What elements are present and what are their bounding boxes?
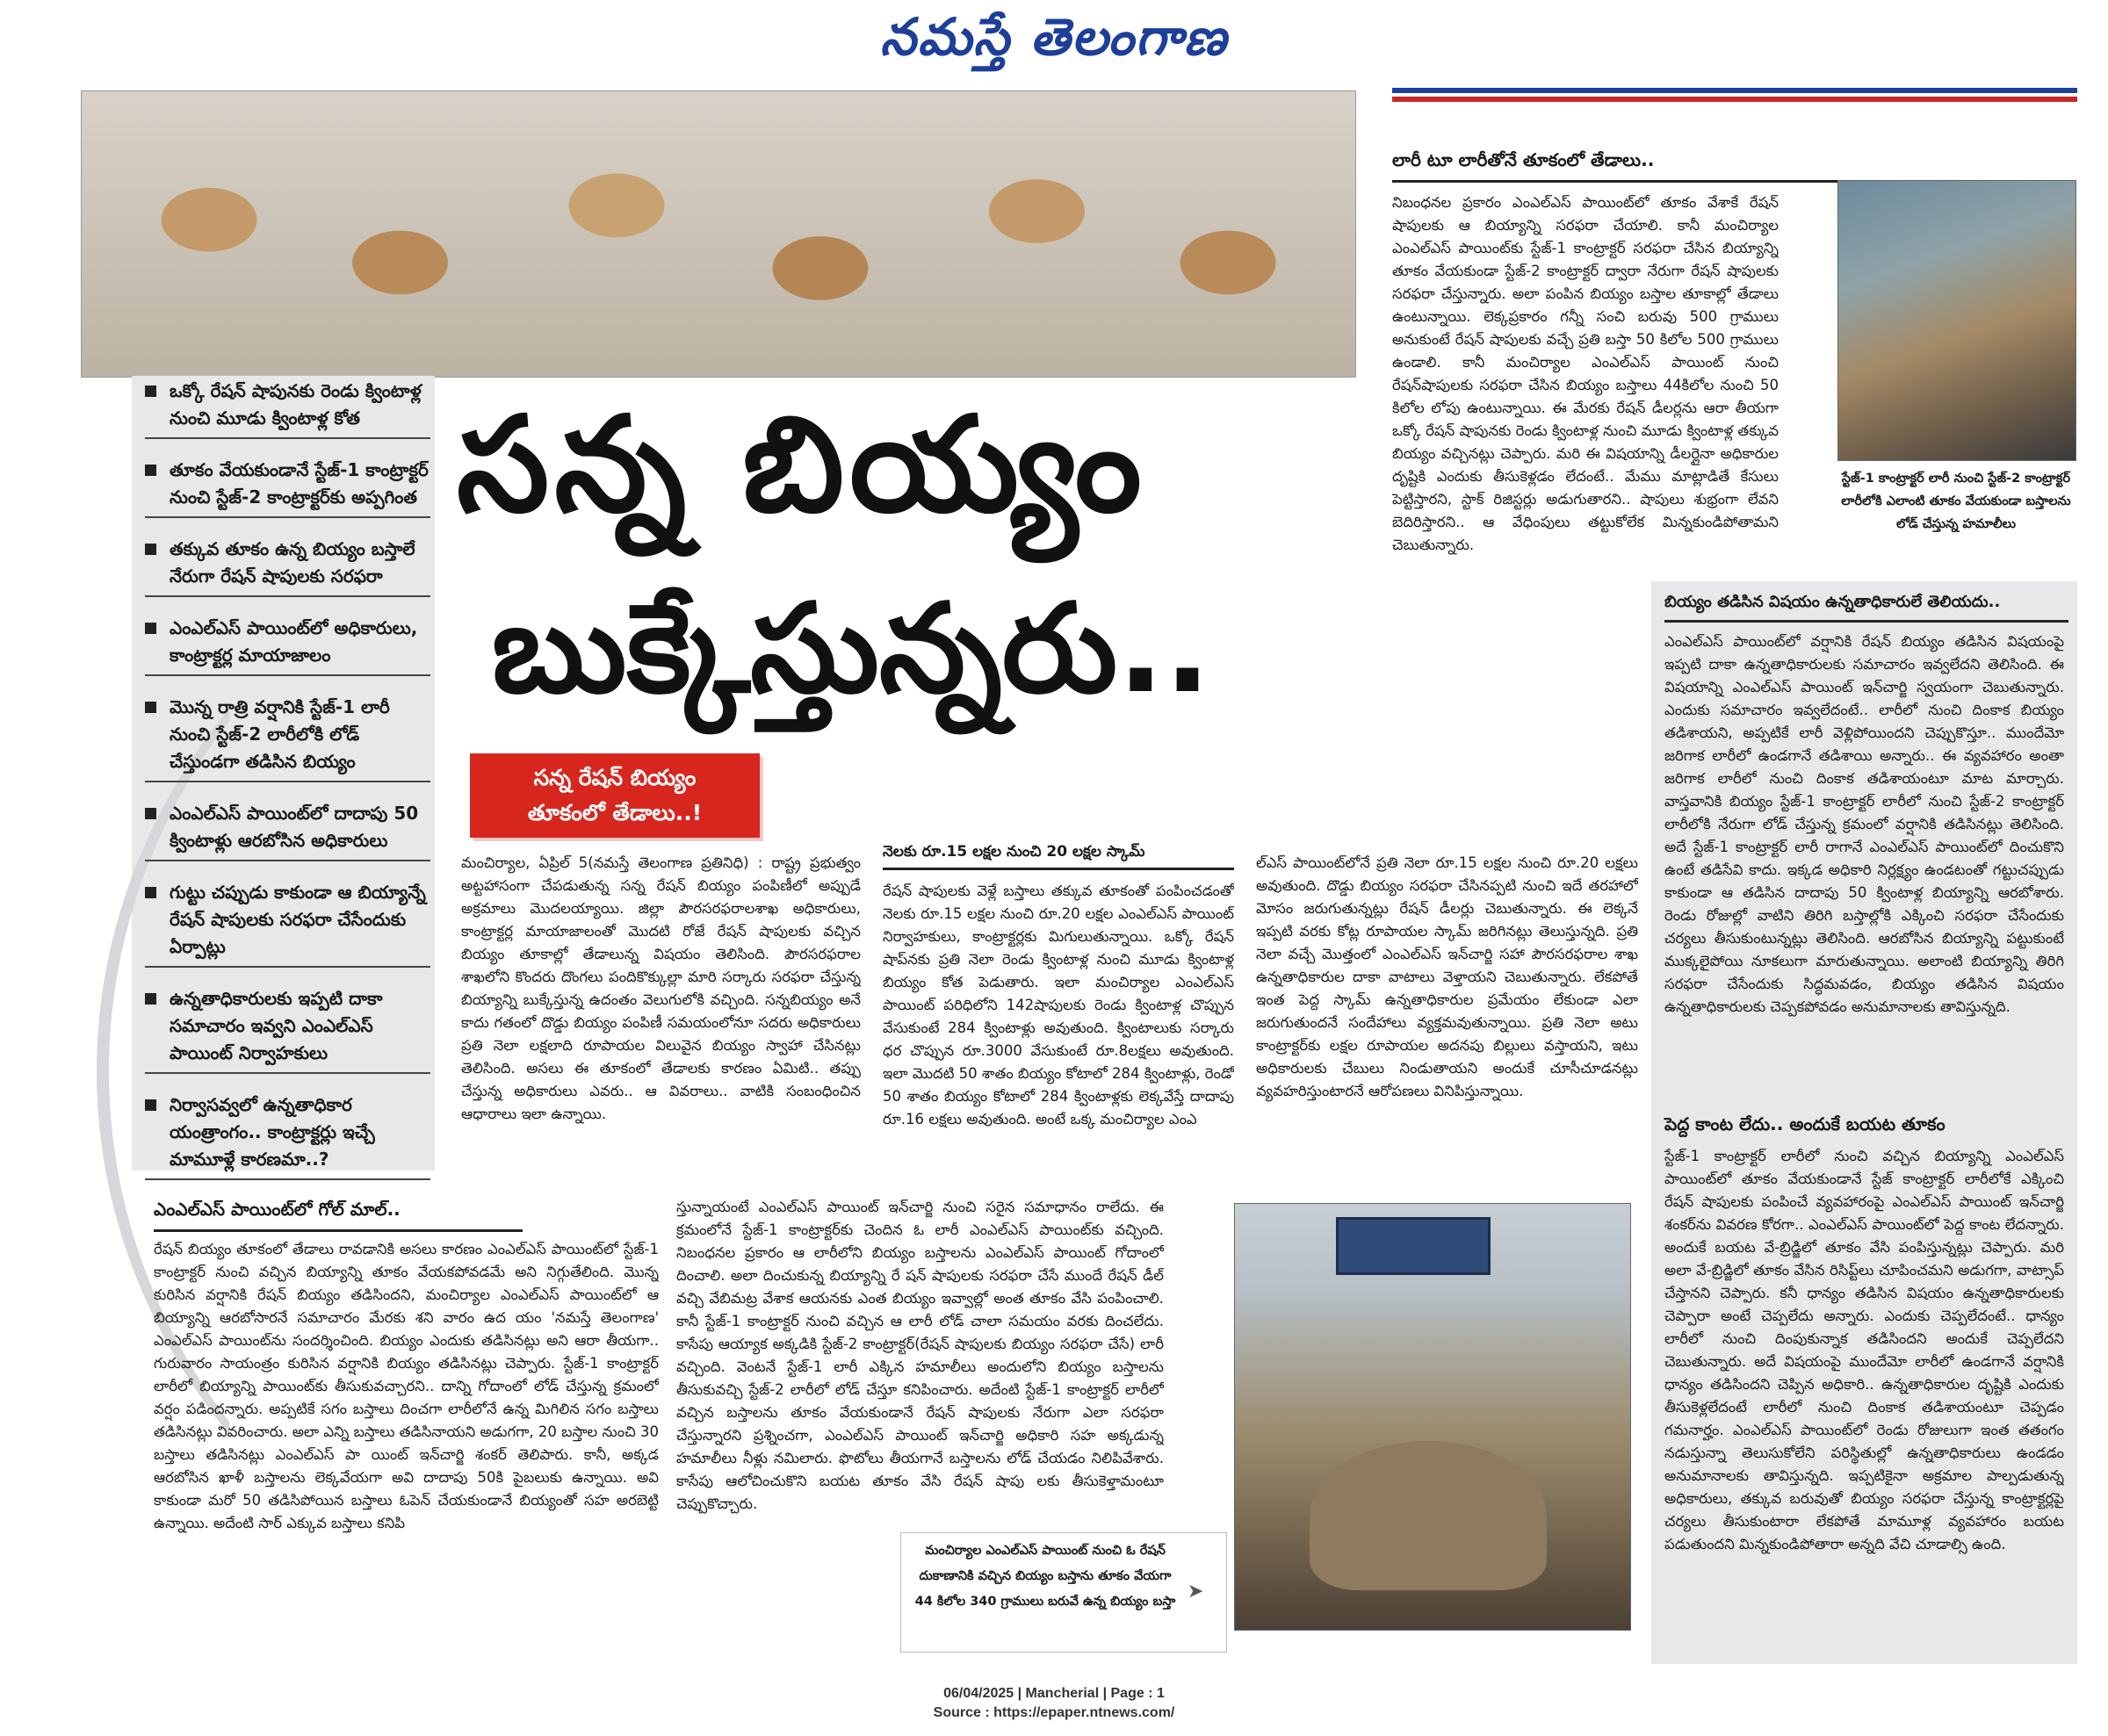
top-right-body: నిబంధనల ప్రకారం ఎంఎల్ఎస్ పాయింట్‌లో తూకం వేశాకే రేషన్ షాపులకు ఆ బియ్యాన్ని సరఫరా చేయాలి. కానీ మంచిర్యాల ఎంఎల్ఎస్ పాయింట్‌కు స్టేజ్-1 కాంట్రాక్టర్ సరఫరా చేసిన బియ్యాన్ని తూకం వేయకుండా స్టేజ్-2 కాంట్రాక్టర్ ద్వారా నేరుగా రేషన్ షాపులకు సరఫరా చేస్తున్నారు. అలా పంపిన బియ్యం బస్తాల తూకాల్లో తేడాలు ఉంటున్నాయి. లెక్కప్రకారం గన్నీ సంచి బరువు 500 గ్రాములు అనుకుంటే రేషన్ షాపులకు వచ్చే ప్రతి బస్తా 50 కిలోల 500 గ్రాములు ఉండాలి. కానీ మంచిర్యాల ఎంఎల్ఎస్ పాయింట్ నుంచి రేషన్‌షాపులకు సరఫరా చేసిన బియ్యం బస్తాలు 44కిలోల నుంచి 50 కిలోల లోపు ఉంటున్నాయి. ఈ మేరకు రేషన్ డీలర్లను ఆరా తీయగా ఒక్కో రేషన్ షాపునకు రెండు క్వింటాళ్ల నుంచి మూడు క్వింటాళ్ల తక్కువ బియ్యం వచ్చినట్లు చెప్పారు. మరి ఈ విషయాన్ని డీలర్లైనా అధికారుల దృష్టికి ఎందుకు తీసుకెళ్లడం లేదంటే.. మేము మాట్లాడితే కేసులు పెట్టిస్తారని, స్టాక్ రిజిస్టర్లు అడుగుతారని.. షాపులు శుభ్రంగా లేవని బెదిరిస్తారని.. ఆ వేధింపులు తట్టుకోలేక మిన్నకుండిపోతామని చెబుతున్నారు. — [1392, 194, 1779, 553]
right-heading-1: బియ్యం తడిసిన విషయం ఉన్నతాధికారులే తెలియదు.. — [1664, 593, 2068, 623]
bullet-item: నిర్వాసవ్వలో ఉన్నతాధికార యంత్రాంగం.. కాంట్రాక్టర్లు ఇచ్చే మామూళ్లే కారణమా..? — [145, 1091, 430, 1180]
bottom-column-2: స్తున్నాయంటే ఎంఎల్ఎస్ పాయింట్ ఇన్‌చార్జి నుంచి సరైన సమాధానం రాలేదు. ఈ క్రమంలోనే స్టేజ్-1 కాంట్రాక్టర్‌కు చెందిన ఓ లారీ ఎంఎల్ఎస్ పాయింట్‌కు వచ్చింది. నిబంధనల ప్రకారం ఆ లారీలోని బియ్యం బస్తాలను ఎంఎల్ఎస్ పాయింట్ గోదాంలో దించాలి. అలా దించుకున్న బియ్యాన్ని రే షన్ షాపులకు సరఫరా చేసే ముందే రేషన్ డీల్ వచ్చి వేబిమట్ర వేశాక ఆయనకు ఎంత బియ్యం ఇవ్వాల్లో అంత తూకం వేసి పంపించాలి. కానీ స్టేజ్-1 కాంట్రాక్టర్ నుంచి వచ్చిన ఆ లారీ లోడ్ చాలా సమయం వరకు దించలేదు. కాసేపు ఆయ్యాక అక్కడికి స్టేజ్-2 కాంట్రాక్టర్(రేషన్ షాపులకు బియ్యం సరఫరా చేసే) లారీ వచ్చింది. వెంటనే స్టేజ్-1 లారీ ఎక్కిన హమాలీలు అందులోని బియ్యం బస్తాలను తీసుకువచ్చి స్టేజ్-2 లారీలో లోడ్ చేస్తూ కనిపించారు. అదేంటి స్టేజ్-1 కాంట్రాక్టర్ లారీలో వచ్చిన బస్తాలను తూకం వేయకుండానే రేషన్ షాపులకు నేరుగా ఎలా సరఫరా చేస్తున్నారని ప్రశ్నించగా, ఎంఎల్ఎస్ పాయింట్ ఇన్‌చార్జి అధికారి సహ అక్కడున్న హమాలీలు నీళ్లు నమిలారు. ఫొటోలు తీయగానే బస్తాలను లోడ్ చేయడం నిలిపివేశారు. కాసేపు ఆలోచించుకొని బయట తూకం వేసి రేషన్ షాపు లకు తీసుకెళ్తామంటూ చెప్పుకొచ్చారు. — [676, 1199, 1164, 1512]
kicker-line2: తూకంలో తేడాలు..! — [527, 800, 703, 825]
footer-date-line: 06/04/2025 | Mancherial | Page : 1 — [943, 1686, 1165, 1701]
flag-strip — [1392, 88, 2077, 102]
kicker-box — [470, 753, 760, 838]
scam-column: రేషన్ షాపులకు వెళ్లే బస్తాలు తక్కువ తూకంతో పంపించడంతో నెలకు రూ.15 లక్షల నుంచి రూ.20 లక్షల ఎంఎల్ఎస్ పాయింట్ నిర్వాహకులు, కాంట్రాక్టర్లకు మిగులుతున్నాయి. ఒక్కో రేషన్ షాప్‌నకు ప్రతి నెలా రెండు క్వింటాళ్ల నుంచి మూడు క్వింటాళ్ల బియ్యం కోత పెడుతారు. ఇలా మంచిర్యాల ఎంఎల్ఎస్ పాయింట్ పరిధిలోని 142షాపులకు రెండు క్వింటాళ్ల చొప్పున వేసుకుంటే 284 క్వింటాళ్లు అవుతుంది. క్వింటాలుకు సర్కారు ధర చొప్పున రూ.3000 వేసుకుంటే రూ.8లక్షలు అవుతుంది. ఇలా మొదటి 50 శాతం బియ్యం కోటాలో 284 క్వింటాళ్లు, రెండో 50 శాతం బియ్యం కోటాలో 284 క్వింటాళ్లకు లెక్కవేస్తే దాదాపు రూ.16 లక్షలు అవుతుంది. అంటే ఒక్క మంచిర్యాల ఎంఎ — [883, 882, 1234, 1127]
intro-column: మంచిర్యాల, ఏప్రిల్ 5(నమస్తే తెలంగాణ ప్రతినిధి) : రాష్ట్ర ప్రభుత్వం అట్టహాసంగా చేపడుతున్న సన్న రేషన్ బియ్యం పంపిణీలో అప్పుడే అక్రమాలు మొదలయ్యాయి. జిల్లా పౌరసరఫరాలశాఖ అధికారులు, కాంట్రాక్టర్ల మాయాజాలంతో మొదటి రోజే రేషన్ షాపులకు వచ్చిన బియ్యం తూకాల్లో తేడాలున్న విషయం తెలిసింది. పౌరసరఫరాల శాఖలోని కొందరు దొంగలు పందికొక్కుల్లా మారి సర్కారు సరఫరా చేస్తున్న బియ్యాన్ని బుక్కేస్తున్న ఉదంతం వెలుగులోకి వచ్చింది. సన్నబియ్యం అనే కాదు గతంలో దొడ్డు బియ్యం పంపిణీ సమయంలోనూ సదరు అధికారులు ప్రతి నెలా లక్షలాది రూపాయల విలువైన బియ్యం స్వాహా చేసినట్లు తెలిసింది. అసలు ఈ తూకంలో తేడాలకు కారణం ఏమిటి.. తప్పు చేస్తున్న అధికారులు ఎవరు.. ఆ వివరాలు.. వాటికి సంబంధించిన ఆధారాలు ఇలా ఉన్నాయి. — [461, 854, 861, 1122]
headline-line2: బుక్కేస్తున్నరు.. — [492, 578, 1211, 721]
top-right-heading: లారీ టూ లారీతోనే తూకంలో తేడాలు.. — [1392, 149, 1849, 183]
scale-display — [1336, 1217, 1491, 1275]
bullet-item: మొన్న రాత్రి వర్షానికి స్టేజ్-1 లారీ నుంచి స్టేజ్-2 లారీలోకి లోడ్ చేస్తుండగా తడిసిన బియ్యం — [145, 694, 430, 782]
workers-photo-caption: స్టేజ్-1 కాంట్రాక్టర్ లారీ నుంచి స్టేజ్-2 కాంట్రాక్టర్ లారీలోకి ఎలాంటి తూకం వేయకుండా బస్తాలను లోడ్ చేస్తున్న హమాలీలు — [1841, 472, 2071, 531]
bullet-item: తూకం వేయకుండానే స్టేజ్-1 కాంట్రాక్టర్ నుంచి స్టేజ్-2 కాంట్రాక్టర్‌కు అప్పగింత — [145, 457, 430, 518]
masthead — [0, 0, 2108, 79]
bottom-heading: ఎంఎల్ఎస్ పాయింట్‌లో గోల్ మాల్.. — [154, 1199, 523, 1232]
bullet-item: తక్కువ తూకం ఉన్న బియ్యం బస్తాలే నేరుగా రేషన్ షాపులకు సరఫరా — [145, 536, 430, 597]
kicker-line1: సన్న రేషన్ బియ్యం — [533, 765, 697, 790]
arrow-right-icon: ➤ — [1188, 1581, 1204, 1603]
rice-bag-on-scale — [1310, 1441, 1547, 1590]
bullet-item: ఒక్కో రేషన్ షాపునకు రెండు క్వింటాళ్ల నుంచి మూడు క్వింటాళ్ల కోత — [145, 378, 430, 439]
bullet-item: ఉన్నతాధికారులకు ఇప్పటి దాకా సమాచారం ఇవ్వని ఎంఎల్ఎస్ పాయింట్ నిర్వాహకులు — [145, 985, 430, 1074]
scale-photo — [1234, 1203, 1631, 1631]
masthead-title: నమస్తే తెలంగాణ — [880, 7, 1228, 67]
headline-line1: సన్న బియ్యం — [457, 389, 1147, 542]
right-body-1: ఎంఎల్ఎస్ పాయింట్‌లో వర్షానికి రేషన్ బియ్యం తడిసిన విషయంపై ఇప్పటి దాకా ఉన్నతాధికారులకు సమాచారం ఇవ్వలేదని తెలిసింది. ఈ విషయాన్ని ఎంఎల్ఎస్ పాయింట్ ఇన్‌చార్జి స్వయంగా చెబుతున్నారు. ఎందుకు సమాచారం ఇవ్వలేదంటే.. లారీలో నుంచి దింకాక బియ్యం తడిశాయని, అప్పటికే లారీ వెళ్లిపోయిందని చెప్పుకొస్తూ.. ముందేమో జరిగాక లారీలో ఉండగానే తడిశాయి అన్నారు.. ఈ వ్యవహారం అంతా జరిగాక లారీలో నుంచి దింకాక తడిశాయంటూ మాట మార్చారు. వాస్తవానికి బియ్యం స్టేజ్-1 కాంట్రాక్టర్ లారీలో నుంచి స్టేజ్-2 కాంట్రాక్టర్ లారీలోకి నేరుగా లోడ్ చేస్తున్న క్రమంలో వర్షానికి తడిసినట్లు తెలిసింది. అదే స్టేజ్-1 కాంట్రాక్టర్ లారీ రాగానే ఎంఎల్ఎస్ పాయింట్‌లో దించుకొని ఉంటే తడిసేవి కాదు. ఇక్కడ అధికారి నిర్లక్ష్యం ఉండటంతో గట్టుచప్పుడు కాకుండా ఆ తడిసిన దాదాపు 50 క్వింటాళ్ల బియ్యాన్ని ఆరబోశారు. రెండు రోజుల్లో వాటిని తిరిగి బస్తాల్లోకి ఎక్కించి సరఫరా చేసేందుకు చర్యలు తీసుకుంటున్నట్లు తెలిసింది. ఆరబోసిన బియ్యాన్ని పట్టుకుంటే ముక్కలైపోయి నూకలుగా మారుతున్నాయి. అలాంటి బియ్యాన్ని తిరిగి సరఫరా చేసేందుకు సిద్ధమవడం, బియ్యం తడిసిన విషయం ఉన్నతాధికారులకు చెప్పకపోవడం అనుమానాలకు తావిస్తున్నది. — [1664, 633, 2064, 1015]
workers-photo — [1837, 180, 2076, 461]
bullet-list — [145, 378, 430, 1168]
footer — [0, 1684, 2108, 1723]
bottom-column-1: రేషన్ బియ్యం తూకంలో తేడాలు రావడానికి అసలు కారణం ఎంఎల్ఎస్ పాయింట్‌లో స్టేజ్-1 కాంట్రాక్టర్ నుంచి వచ్చిన బియ్యాన్ని తూకం వేయకపోవడమే అని నిగ్గుతేలింది. మొన్న కురిసిన వర్షానికి రేషన్ బియ్యం తడిసిందని, మంచిర్యాల ఎంఎల్ఎస్ పాయింట్‌లో ఆ బియ్యాన్ని ఆరబోసారనే సమాచారం మేరకు శని వారం ఉద యం 'నమస్తే తెలంగాణ' ఎంఎల్ఎస్ పాయింట్‌ను సందర్శించింది. బియ్యం ఎందుకు తడిసినట్లు అని ఆరా తీయగా.. గురువారం సాయంత్రం కురిసిన వర్షానికి బియ్యం తడిసినట్లు చెప్పారు. స్టేజ్-1 కాంట్రాక్టర్ లారీలో బియ్యాన్ని పాయింట్‌కు తీసుకువచ్చారని.. దాన్ని గోదాంలో లోడ్ చేస్తున్న క్రమంలో వర్షం పడిందన్నారు. అప్పటికే సగం బస్తాలు దించగా లారీలోనే ఉన్న మిగిలిన సగం బస్తాలు తడిసినట్లు వివరించారు. అలా ఎన్ని బస్తాలు తడిసినాయని అడుగగా, 20 బస్తాల నుంచి 30 బస్తాలు తడిసినట్లు ఎంఎల్ఎస్ పా యింట్ ఇన్‌చార్జి శంకర్ తెలిపారు. కానీ, అక్కడ ఆరబోసిన ఖాళీ బస్తాలను లెక్కవేయగా అవి దాదాపు 50కి పైబలుకు ఉన్నాయి. అవి కాకుండా మరో 50 తడిసిపోయిన బస్తాలు ఓపెన్ చేయకుండానే బియ్యంతో సహ అరబెట్టి ఉన్నాయి. అదేంటి సార్ ఎక్కువ బస్తాలు కనిపి — [154, 1241, 659, 1531]
right-heading-2: పెద్ద కాంట లేదు.. అందుకే బయట తూకం — [1664, 1113, 1946, 1135]
bullet-item: ఎంఎల్ఎస్ పాయింట్‌లో దాదాపు 50 క్వింటాళ్లు ఆరబోసిన అధికారులు — [145, 800, 430, 861]
scam-column-cont: ల్ఎస్ పాయింట్‌లోనే ప్రతి నెలా రూ.15 లక్షల నుంచి రూ.20 లక్షలు అవుతుంది. దొడ్డు బియ్యం సరఫరా చేసినప్పటి నుంచి ఇదే తరహాలో మోసం జరుగుతున్నట్లు రేషన్ డీలర్లు చెబుతున్నారు. ఈ లెక్కనే ఇప్పటి వరకు కోట్ల రూపాయల స్కామ్ జరిగినట్లు తెలుస్తున్నది. ప్రతి నెలా వచ్చే మొత్తంలో ఎంఎల్ఎస్ ఇన్‌చార్జి సహా పౌరసరఫరాల శాఖ ఉన్నతాధికారుల దాకా వాటాలు వెళ్తాయని చెబుతున్నారు. లేకపోతే ఇంత పెద్ద స్కామ్ ఉన్నతాధికారుల ప్రమేయం లేకుండా ఎలా జరుగుతుందనే సందేహాలు వ్యక్తమవుతున్నాయి. ప్రతి నెలా అటు కాంట్రాక్టర్‌కు లక్షల రూపాయల అదనపు బిల్లులు వస్తాయని, ఇటు అధికారులకు చేబులు నిండుతాయని అందుకే చూసీచూడనట్లు వ్యవహరిస్తుంటారనే ఆరోపణలు వినిపిస్తున్నాయి. — [1256, 854, 1638, 1099]
footer-source-line: Source : https://epaper.ntnews.com/ — [933, 1705, 1175, 1720]
bullet-item: గుట్టు చప్పుడు కాకుండా ఆ బియ్యాన్నే రేషన్ షాపులకు సరఫరా చేసేందుకు ఏర్పాట్లు — [145, 879, 430, 968]
rice-sacks-photo — [81, 90, 1356, 378]
scale-photo-caption: మంచిర్యాల ఎంఎల్ఎస్ పాయింట్ నుంచి ఓ రేషన్ దుకాణానికి వచ్చిన బియ్యం బస్తాను తూకం వేయగా 44 కిలోల 340 గ్రాములు బరువే ఉన్న బియ్యం బస్తా — [914, 1544, 1176, 1609]
right-body-2: స్టేజ్-1 కాంట్రాక్టర్ లారీలో నుంచి వచ్చిన బియ్యాన్ని ఎంఎల్ఎస్ పాయింట్‌లో తూకం వేయకుండానే స్టేజ్ కాంట్రాక్టర్ లారీలోకే ఎక్కించి రేషన్ షాపులకు పంపించే వ్యవహారంపై ఎంఎల్ఎస్ పాయింట్ ఇన్‌చార్జి శంకర్‌ను వివరణ కోరగా.. ఎంఎల్ఎస్ పాయింట్‌లో పెద్ద కాంట లేదన్నారు. అందుకే బయట వే-బ్రిడ్జిలో తూకం వేసి పంపిస్తున్నట్లు చెప్పారు. మరి అలా వే-బ్రిడ్జిలో తూకం వేసిన రిసిప్ట్‌లు చూపించమని అడుగగా, వాట్సాప్ చేస్తానని చెప్పారు. కనీ ధాన్యం తడిసిన విషయం ఉన్నతాధికారులకు చెప్పారా అంటే చెప్పలేదు అన్నారు. ఎందుకు చెప్పలేదంటే.. ధాన్యం లారీలో నుంచి దింపుకున్నాక తడిసిందని అందుకే చెప్పలేదని చెబుతున్నారు. అదే విషయంపై ముందేమో లారీలో ఉండగానే వర్షానికి ధాన్యం తడిసిందని చెప్పిన అధికారి.. ఉన్నతాధికారుల దృష్టికి ఎందుకు తీసుకెళ్లలేదంటే లారీలో నుంచి దింకాక తడిశాయంటూ చెప్పడం గమనార్హం. ఎంఎల్ఎస్ పాయింట్‌లో రెండు రోజులుగా ఇంత తతంగం నడుస్తున్నా తెలుసుకోలేని పరిస్థితుల్లో ఉన్నతాధికారులు ఉండడం అనుమానాలకు తావిస్తున్నది. ఇప్పటికైనా అక్రమాల పాల్పడుతున్న అధికారులు, తక్కువ బరువుతో బియ్యం సరఫరా చేస్తున్న కాంట్రాక్టర్లపై చర్యలు తీసుకుంటారా లేకపోతే మామూళ్ల వ్యవహారం బయట పడుతుందని మిన్నకుండిపోతారా అన్నది వేచి చూడాల్సి ఉంది. — [1664, 1148, 2064, 1552]
scam-heading: నెలకు రూ.15 లక్షల నుంచి 20 లక్షల స్కామ్ — [883, 843, 1234, 870]
bullet-item: ఎంఎల్ఎస్ పాయింట్‌లో అధికారులు, కాంట్రాక్టర్ల మాయాజాలం — [145, 615, 430, 676]
